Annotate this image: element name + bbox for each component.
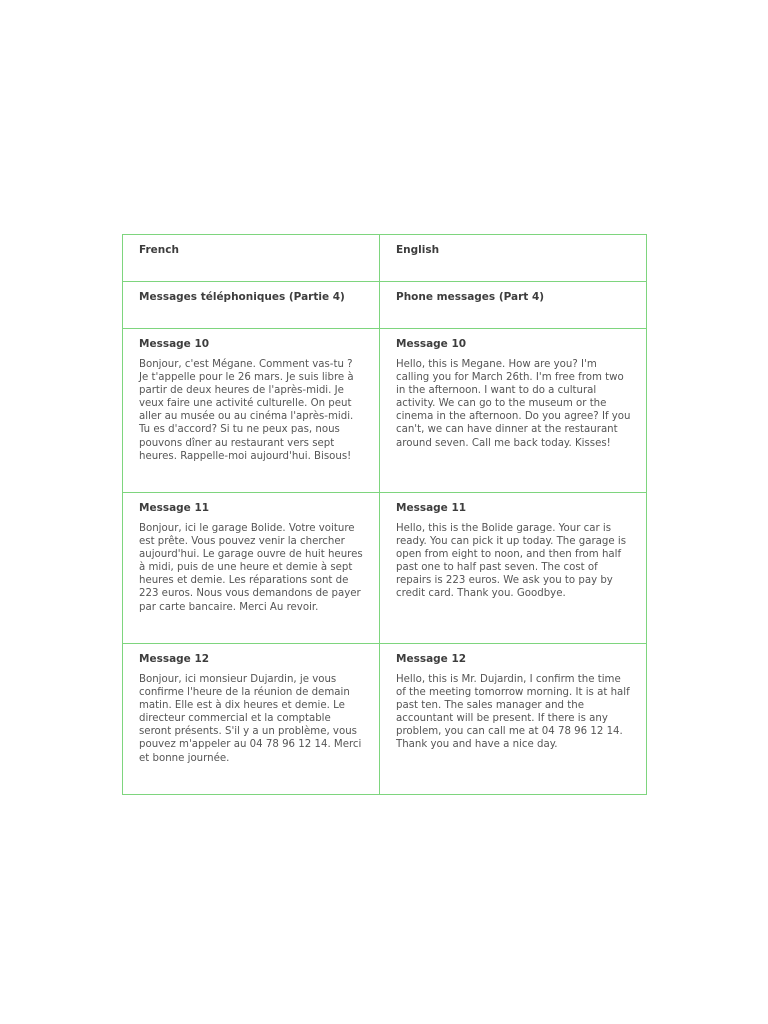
message-title-french: Message 10 <box>139 338 210 350</box>
message-title-french: Message 12 <box>139 653 210 665</box>
message-text-english: Hello, this is Mr. Dujardin, I confirm the time of the meeting tomorrow morning. It is at half past ten. The sales manager and the accountant will be present. If there is any problem, you can call me at 04 78 96 12 14. Thank you and have a nice day. <box>396 674 630 751</box>
title-french: Messages téléphoniques (Partie 4) <box>139 291 345 303</box>
message-cell-english <box>380 493 647 644</box>
message-cell-french <box>123 329 380 493</box>
message-text-english: Hello, this is the Bolide garage. Your car is ready. You can pick it up today. The garage is open from eight to noon, and then from half past one to half past seven. The cost of repairs is 223 euros. We ask you to pay by credit card. Thank you. Goodbye. <box>396 523 627 600</box>
header-cell-english <box>380 235 647 282</box>
message-title-french: Message 11 <box>139 502 210 514</box>
message-title-english: Message 12 <box>396 653 467 665</box>
message-text-french: Bonjour, c'est Mégane. Comment vas-tu ? Je t'appelle pour le 26 mars. Je suis libre à partir de deux heures de l'après-midi. Je veux faire une activité culturelle. On peut aller au musée ou au cinéma l'après-midi. Tu es d'accord? Si tu ne peux pas, nous pouvons dîner au restaurant vers sept heures. Rappelle-moi aujourd'hui. Bisous! <box>139 359 354 462</box>
table-row <box>123 329 647 493</box>
table-row <box>123 493 647 644</box>
title-cell-english <box>380 282 647 329</box>
message-cell-french <box>123 644 380 795</box>
message-cell-english <box>380 329 647 493</box>
translation-table <box>122 234 647 795</box>
message-title-english: Message 11 <box>396 502 467 514</box>
header-french-label: French <box>139 244 179 256</box>
table-row <box>123 644 647 795</box>
message-text-english: Hello, this is Megane. How are you? I'm calling you for March 26th. I'm free from two in the afternoon. I want to do a cultural activity. We can go to the museum or the cinema in the afternoon. Do you agree? If you can't, we can have dinner at the restaurant around seven. Call me back today. Kisses! <box>396 359 631 449</box>
message-text-french: Bonjour, ici monsieur Dujardin, je vous confirme l'heure de la réunion de demain matin. Elle est à dix heures et demie. Le directeur commercial et la comptable seront présents. S'il y a un problème, vous pouvez m'appeler au 04 78 96 12 14. Merci et bonne journée. <box>139 674 362 764</box>
header-cell-french <box>123 235 380 282</box>
message-cell-english <box>380 644 647 795</box>
message-cell-french <box>123 493 380 644</box>
header-english-label: English <box>396 244 440 256</box>
message-text-french: Bonjour, ici le garage Bolide. Votre voiture est prête. Vous pouvez venir la chercher aujourd'hui. Le garage ouvre de huit heures à midi, puis de une heure et demie à sept heures et demie. Les réparations sont de 223 euros. Nous vous demandons de payer par carte bancaire. Merci Au revoir. <box>139 523 363 613</box>
table-title-row <box>123 282 647 329</box>
title-english: Phone messages (Part 4) <box>396 291 545 303</box>
title-cell-french <box>123 282 380 329</box>
message-title-english: Message 10 <box>396 338 467 350</box>
table-header-row <box>123 235 647 282</box>
